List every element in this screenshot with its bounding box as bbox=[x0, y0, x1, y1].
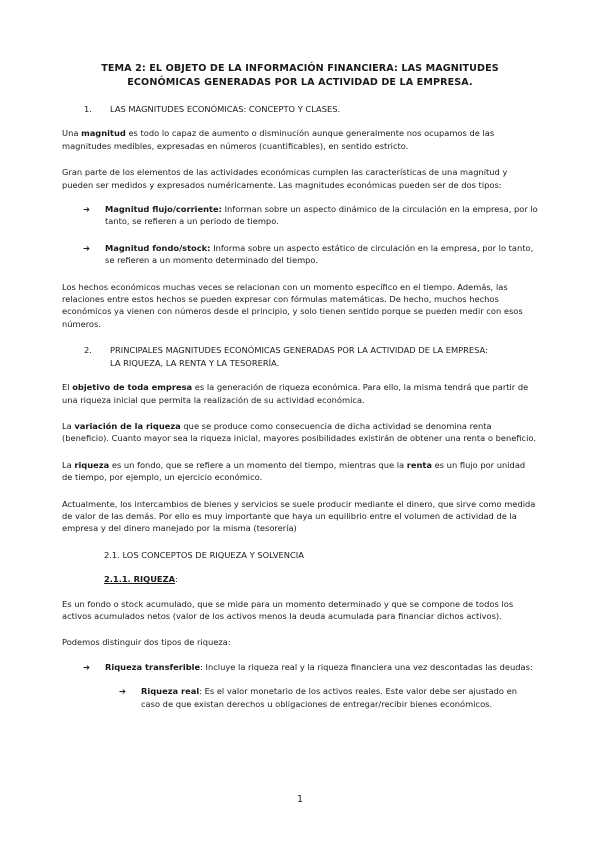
paragraph-actividades: Gran parte de los elementos de las actividades económicas cumplen las características de una magnitud y pueden ser medidos y expresados numéricamente. Las magnitudes económicas pueden ser de dos tipos: bbox=[62, 167, 508, 190]
bold-term: magnitud bbox=[81, 128, 126, 139]
paragraph-hechos: Los hechos económicos muchas veces se relacionan con un momento específico en el tiempo. Además, las relaciones entre estos hechos se pueden expresar con fórmulas matemáticas. De hecho, muchos hechos económicos ya vienen con números desde el principio, y solo tienen sentido porque se pueden medir con esos números. bbox=[62, 281, 523, 329]
bold-term: objetivo de toda empresa bbox=[72, 382, 193, 393]
bold-term: variación de la riqueza bbox=[74, 420, 181, 431]
bullet-riqueza-real bbox=[62, 685, 538, 710]
paragraph-magnitud bbox=[62, 127, 538, 152]
text: : bbox=[175, 574, 178, 585]
subsection-2-1-1-heading bbox=[62, 573, 538, 585]
subsection-2-1-1-label: 2.1.1. RIQUEZA bbox=[104, 574, 176, 585]
arrow-icon: ➔ bbox=[83, 242, 90, 253]
text: Informan sobre un aspecto dinámico de la circulación en la empresa, por lo tanto, se refieren a un periodo de tiempo. bbox=[105, 204, 538, 227]
paragraph-variacion bbox=[62, 420, 538, 445]
bold-term: Riqueza transferible bbox=[105, 661, 201, 672]
text: : Es el valor monetario de los activos reales. Este valor debe ser ajustado en caso de que existan derechos u obligaciones de entregar/recibir bienes económicos. bbox=[141, 686, 517, 709]
text: es todo lo capaz de aumento o disminución aunque generalmente nos ocupamos de las magnitudes medibles, expresadas en números (cuantificables), en sentido estricto. bbox=[62, 128, 495, 151]
arrow-icon: ➔ bbox=[83, 661, 90, 672]
section-1-title: LAS MAGNITUDES ECONÓMICAS: CONCEPTO Y CLASES. bbox=[110, 104, 341, 114]
bold-term: Magnitud flujo/corriente: bbox=[105, 204, 222, 215]
document-page bbox=[62, 62, 538, 710]
text: Una bbox=[62, 128, 82, 139]
paragraph-objetivo bbox=[62, 381, 538, 406]
paragraph-intercambios: Actualmente, los intercambios de bienes y servicios se suele producir mediante el dinero, que sirve como medida de valor de las demás. Por ello es muy importante que haya un equilibrio entre el volumen de actividad de la empresa y del dinero manejado por la misma (tesorería) bbox=[62, 498, 536, 534]
text: Informa sobre un aspecto estático de circulación en la empresa, por lo tanto, se refieren a un momento determinado del tiempo. bbox=[105, 242, 534, 266]
section-2-heading bbox=[62, 344, 538, 369]
text: : Incluye la riqueza real y la riqueza financiera una vez descontadas las deudas: bbox=[200, 661, 533, 672]
text: que se produce como consecuencia de dicha actividad se denomina renta (beneficio). Cuanto mayor sea la riqueza inicial, mayores posibilidades existirán de obtener una renta o beneficio. bbox=[62, 420, 536, 444]
page-number: 1 bbox=[296, 794, 304, 805]
section-2-title-line-2: LA RIQUEZA, LA RENTA Y LA TESORERÍA. bbox=[110, 357, 280, 368]
arrow-icon: ➔ bbox=[119, 686, 126, 697]
title-line-1: TEMA 2: EL OBJETO DE LA INFORMACIÓN FINANCIERA: LAS MAGNITUDES bbox=[101, 63, 499, 74]
paragraph-fondo-stock: Es un fondo o stock acumulado, que se mide para un momento determinado y que se compone de todos los activos acumulados netos (valor de los activos menos la deuda acumulada para financiar dichos activos). bbox=[62, 598, 514, 621]
bold-term: Riqueza real bbox=[141, 686, 200, 697]
text: es un flujo por unidad de tiempo, por ejemplo, un ejercicio económico. bbox=[62, 459, 526, 483]
text: es la generación de riqueza económica. Para ello, la misma tendrá que partir de una riqueza inicial que permita la realización de su actividad económica. bbox=[62, 382, 529, 405]
section-2-title bbox=[110, 344, 488, 369]
document-title bbox=[62, 62, 538, 89]
text: La bbox=[62, 459, 75, 470]
text: es un fondo, que se refiere a un momento del tiempo, mientras que la bbox=[109, 459, 407, 470]
paragraph-riqueza-renta bbox=[62, 459, 538, 484]
section-2-number: 2. bbox=[84, 345, 92, 356]
text: La bbox=[62, 420, 75, 431]
bold-term: Magnitud fondo/stock: bbox=[105, 242, 211, 253]
bullet-riqueza-transferible bbox=[62, 661, 538, 673]
bullet-fondo bbox=[62, 242, 538, 267]
arrow-icon: ➔ bbox=[83, 204, 90, 215]
bullet-flujo bbox=[62, 203, 538, 228]
section-1-heading bbox=[62, 103, 538, 115]
section-1-number: 1. bbox=[84, 104, 92, 114]
subsection-2-1-heading: 2.1. LOS CONCEPTOS DE RIQUEZA Y SOLVENCIA bbox=[104, 549, 304, 560]
bold-term: renta bbox=[406, 459, 432, 470]
section-2-title-line-1: PRINCIPALES MAGNITUDES ECONÓMICAS GENERADAS POR LA ACTIVIDAD DE LA EMPRESA: bbox=[110, 345, 488, 356]
text: El bbox=[62, 382, 73, 393]
paragraph-tipos-riqueza: Podemos distinguir dos tipos de riqueza: bbox=[62, 637, 231, 648]
title-line-2: ECONÓMICAS GENERADAS POR LA ACTIVIDAD DE LA EMPRESA. bbox=[127, 76, 473, 88]
bold-term: riqueza bbox=[74, 459, 110, 470]
